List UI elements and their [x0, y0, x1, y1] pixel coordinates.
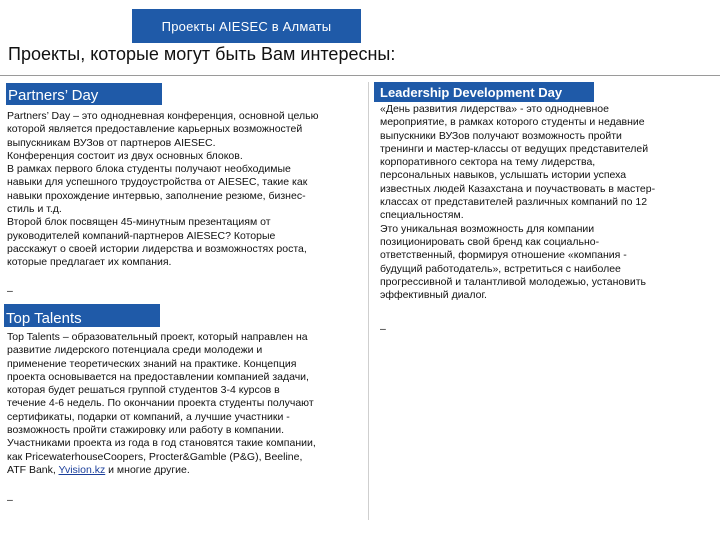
column-divider — [368, 82, 369, 520]
top-talents-tail: и многие другие. — [105, 463, 190, 476]
top-talents-dash: – — [7, 494, 13, 506]
partners-day-dash: – — [7, 285, 13, 297]
leadership-day-text: «День развития лидерства» - это однодневное мероприятие, в рамках которого студенты и недавние выпускники ВУЗов получают возможность пройти тренинги и мастер-классы от ведущих представителей корпоративного сектора на тему лидерства, персональных навыков, услышать истории успеха известных людей Казахстана и поучаствовать в мастер- классах от представителей различных компаний по 12 специальностям. Это уникальная возможность для компании позиционировать свой бренд как социально- ответственный, формируя отношение «компания - будущий работодатель», встретиться с наиболее прогрессивной и талантливой молодежью, установить эффективный диалог. — [380, 103, 656, 302]
yvision-link[interactable]: Yvision.kz — [58, 463, 106, 476]
title-banner — [132, 9, 361, 43]
leadership-day-dash: – — [380, 323, 386, 335]
top-talents-heading: Top Talents — [4, 304, 160, 327]
top-talents-body: Top Talents – образовательный проект, который направлен на развитие лидерского потенциала среди молодежи и применение теоретических знаний на практике. Концепция проекта основывается на предоставлении компанией задачи, которая будет решаться группой студентов 3-4 курсов в течение 4-6 недель. По окончании проекта студенты получают сертификаты, подарки от компаний, а лучшие участники - возможность пройти стажировку или работу в компании. Участниками проекта из года в год становятся такие компании, как PricewaterhouseCoopers, Procter&Gamble (P&G), Beeline, ATF Bank, — [7, 331, 316, 476]
leadership-day-heading: Leadership Development Day — [374, 82, 594, 102]
top-talents-text — [7, 331, 363, 477]
top-divider — [0, 75, 720, 76]
partners-day-text: Partners’ Day – это однодневная конференция, основной целью которой является предоставление карьерных возможностей выпускникам ВУЗов от партнеров AIESEC. Конференция состоит из двух основных блоков. В рамках первого блока студенты получают необходимые навыки для успешного трудоустройства от AIESEC, такие как навыки прохождение интервью, заполнение резюме, бизнес- стиль и т.д. Второй блок посвящен 45-минутным презентациям от руководителей компаний-партнеров AIESEC? Которые расскажут о своей истории лидерства и возможностях роста, которые предлагает их компания. — [7, 110, 319, 269]
banner-title: Проекты AIESEC в Алматы — [161, 18, 332, 34]
partners-day-heading: Partners’ Day — [6, 83, 162, 105]
page-subtitle: Проекты, которые могут быть Вам интересны: — [8, 44, 396, 64]
